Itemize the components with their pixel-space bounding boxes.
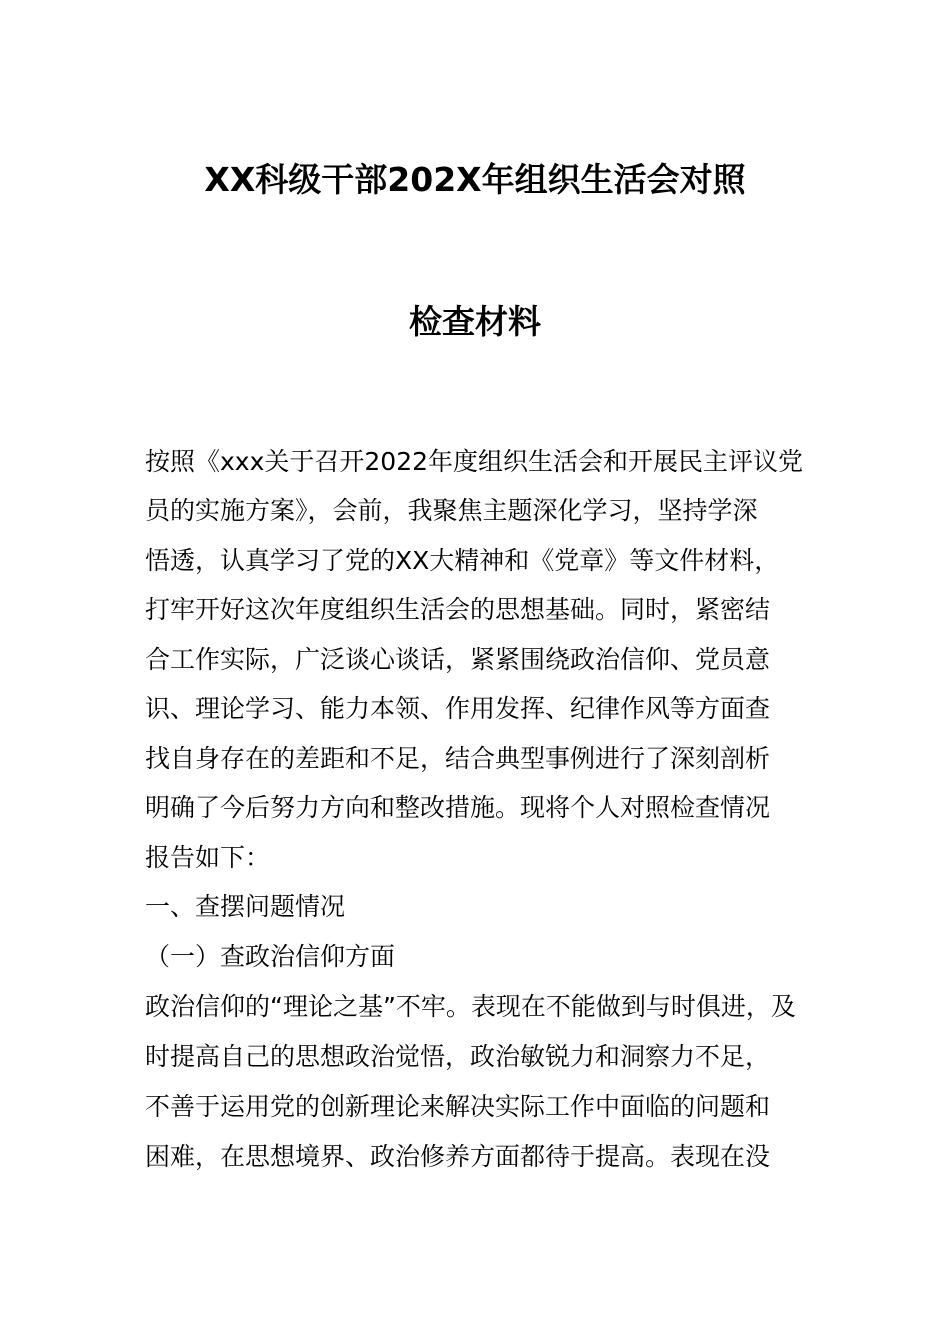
body-line: 打牢开好这次年度组织生活会的思想基础。同时，紧密结 [145,595,771,624]
body-line: 悟透，认真学习了党的XX大精神和《党章》等文件材料， [145,546,780,575]
body-line: 明确了今后努力方向和整改措施。现将个人对照检查情况 [145,793,771,822]
subsection-heading: （一）查政治信仰方面 [145,942,396,971]
section-heading: 一、查摆问题情况 [145,892,346,921]
body-line: 困难，在思想境界、政治修养方面都待于提高。表现在没 [145,1142,771,1171]
body-line: 政治信仰的“理论之基”不牢。表现在不能做到与时俱进，及 [145,992,796,1021]
body-line: 识、理论学习、能力本领、作用发挥、纪律作风等方面查 [145,694,771,723]
body-line: 按照《xxx关于召开2022年度组织生活会和开展民主评议党 [145,447,804,476]
document-title-line-1: XX科级干部202X年组织生活会对照 [204,160,746,199]
body-line: 找自身存在的差距和不足，结合典型事例进行了深刻剖析 [145,744,771,773]
body-line: 合工作实际，广泛谈心谈话，紧紧围绕政治信仰、党员意 [145,645,771,674]
body-line: 不善于运用党的创新理论来解决实际工作中面临的问题和 [145,1092,771,1121]
body-line: 时提高自己的思想政治觉悟，政治敏锐力和洞察力不足， [145,1042,771,1071]
document-title-line-2: 检查材料 [409,302,541,341]
body-line: 员的实施方案》，会前，我聚焦主题深化学习，坚持学深 [145,496,758,525]
body-line: 报告如下： [145,843,271,872]
